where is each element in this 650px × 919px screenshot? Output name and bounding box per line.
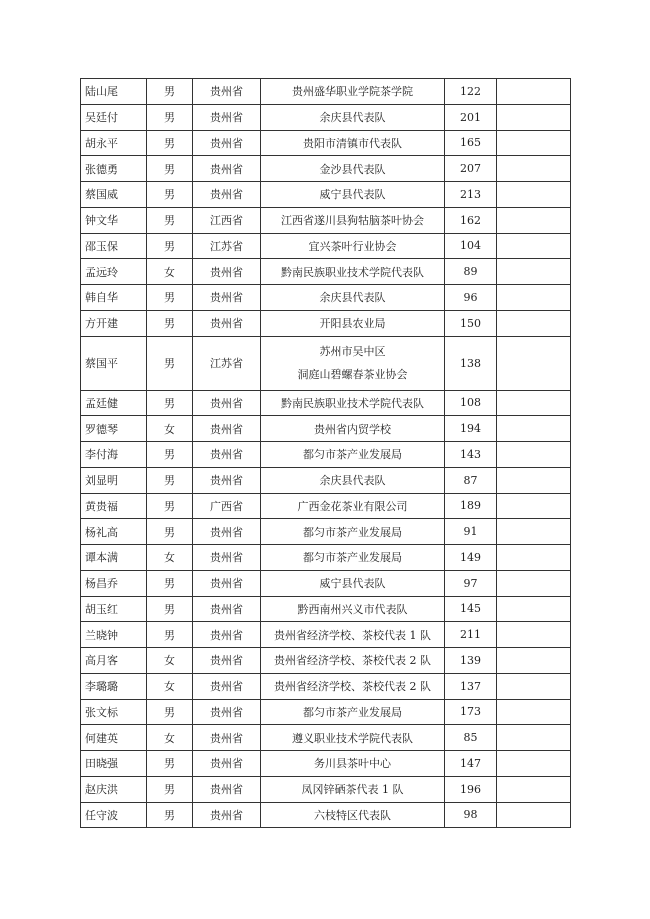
cell-remark [497, 182, 571, 208]
cell-score: 98 [445, 802, 497, 828]
cell-province: 贵州省 [193, 259, 261, 285]
cell-sex: 女 [147, 545, 193, 571]
cell-name: 方开建 [81, 310, 147, 336]
cell-unit: 黔南民族职业技术学院代表队 [261, 259, 445, 285]
cell-sex: 男 [147, 79, 193, 105]
cell-province: 贵州省 [193, 802, 261, 828]
cell-province: 贵州省 [193, 725, 261, 751]
cell-sex: 女 [147, 416, 193, 442]
cell-remark [497, 467, 571, 493]
cell-name: 谭本满 [81, 545, 147, 571]
cell-name: 孟廷健 [81, 390, 147, 416]
cell-name: 邵玉保 [81, 233, 147, 259]
cell-remark [497, 416, 571, 442]
cell-remark [497, 79, 571, 105]
cell-sex: 女 [147, 725, 193, 751]
cell-score: 147 [445, 751, 497, 777]
cell-name: 高月客 [81, 648, 147, 674]
cell-province: 贵州省 [193, 467, 261, 493]
cell-remark [497, 207, 571, 233]
table-row [81, 156, 571, 182]
cell-unit [261, 336, 445, 390]
cell-unit: 江西省遂川县狗牯脑茶叶协会 [261, 207, 445, 233]
table-row [81, 570, 571, 596]
cell-province: 贵州省 [193, 776, 261, 802]
cell-sex: 女 [147, 259, 193, 285]
table-row [81, 725, 571, 751]
cell-sex: 男 [147, 336, 193, 390]
cell-unit: 广西金花茶业有限公司 [261, 493, 445, 519]
cell-province: 贵州省 [193, 182, 261, 208]
table-row [81, 648, 571, 674]
roster-body [81, 79, 571, 828]
cell-province: 贵州省 [193, 751, 261, 777]
cell-sex: 男 [147, 104, 193, 130]
cell-name: 任守波 [81, 802, 147, 828]
cell-province: 贵州省 [193, 519, 261, 545]
cell-remark [497, 699, 571, 725]
table-row [81, 442, 571, 468]
table-row [81, 310, 571, 336]
cell-unit: 遵义职业技术学院代表队 [261, 725, 445, 751]
cell-remark [497, 596, 571, 622]
cell-unit: 贵州省经济学校、茶校代表 2 队 [261, 673, 445, 699]
cell-unit: 贵州盛华职业学院茶学院 [261, 79, 445, 105]
cell-sex: 男 [147, 310, 193, 336]
cell-remark [497, 336, 571, 390]
cell-score: 138 [445, 336, 497, 390]
cell-remark [497, 751, 571, 777]
cell-sex: 男 [147, 802, 193, 828]
cell-unit: 都匀市茶产业发展局 [261, 699, 445, 725]
cell-unit: 贵阳市清镇市代表队 [261, 130, 445, 156]
cell-sex: 男 [147, 182, 193, 208]
table-row [81, 545, 571, 571]
cell-unit: 余庆县代表队 [261, 467, 445, 493]
cell-name: 胡玉红 [81, 596, 147, 622]
cell-remark [497, 442, 571, 468]
cell-remark [497, 648, 571, 674]
table-row [81, 776, 571, 802]
cell-sex: 男 [147, 207, 193, 233]
table-row [81, 207, 571, 233]
cell-name: 杨昌乔 [81, 570, 147, 596]
cell-sex: 男 [147, 622, 193, 648]
cell-name: 韩自华 [81, 285, 147, 311]
cell-score: 143 [445, 442, 497, 468]
cell-name: 胡永平 [81, 130, 147, 156]
cell-score: 145 [445, 596, 497, 622]
cell-province: 贵州省 [193, 545, 261, 571]
cell-sex: 女 [147, 648, 193, 674]
cell-unit: 务川县茶叶中心 [261, 751, 445, 777]
cell-unit: 威宁县代表队 [261, 570, 445, 596]
table-row [81, 130, 571, 156]
cell-remark [497, 622, 571, 648]
table-row [81, 259, 571, 285]
cell-remark [497, 802, 571, 828]
cell-score: 87 [445, 467, 497, 493]
cell-province: 江西省 [193, 207, 261, 233]
cell-score: 194 [445, 416, 497, 442]
cell-province: 广西省 [193, 493, 261, 519]
cell-score: 97 [445, 570, 497, 596]
cell-remark [497, 570, 571, 596]
table-row [81, 699, 571, 725]
cell-unit: 黔南民族职业技术学院代表队 [261, 390, 445, 416]
cell-unit: 都匀市茶产业发展局 [261, 519, 445, 545]
cell-remark [497, 285, 571, 311]
cell-province: 贵州省 [193, 622, 261, 648]
cell-sex: 男 [147, 130, 193, 156]
cell-unit: 金沙县代表队 [261, 156, 445, 182]
cell-name: 孟远玲 [81, 259, 147, 285]
cell-name: 杨礼高 [81, 519, 147, 545]
cell-name: 张文标 [81, 699, 147, 725]
cell-score: 137 [445, 673, 497, 699]
table-row [81, 519, 571, 545]
table-row [81, 104, 571, 130]
cell-name: 李付海 [81, 442, 147, 468]
cell-name: 何建英 [81, 725, 147, 751]
cell-remark [497, 776, 571, 802]
cell-name: 陆山尾 [81, 79, 147, 105]
cell-unit: 贵州省经济学校、茶校代表 2 队 [261, 648, 445, 674]
cell-unit: 余庆县代表队 [261, 104, 445, 130]
cell-province: 贵州省 [193, 596, 261, 622]
cell-province: 贵州省 [193, 104, 261, 130]
cell-name: 黄贵福 [81, 493, 147, 519]
cell-score: 104 [445, 233, 497, 259]
cell-sex: 男 [147, 442, 193, 468]
cell-score: 96 [445, 285, 497, 311]
cell-name: 刘显明 [81, 467, 147, 493]
cell-sex: 男 [147, 776, 193, 802]
cell-remark [497, 156, 571, 182]
cell-name: 李璐璐 [81, 673, 147, 699]
cell-remark [497, 545, 571, 571]
table-row [81, 596, 571, 622]
cell-score: 165 [445, 130, 497, 156]
cell-province: 贵州省 [193, 79, 261, 105]
cell-unit: 宜兴茶叶行业协会 [261, 233, 445, 259]
cell-name: 罗德琴 [81, 416, 147, 442]
cell-remark [497, 493, 571, 519]
cell-score: 211 [445, 622, 497, 648]
table-row [81, 285, 571, 311]
cell-remark [497, 725, 571, 751]
cell-province: 江苏省 [193, 336, 261, 390]
cell-province: 贵州省 [193, 648, 261, 674]
cell-score: 201 [445, 104, 497, 130]
cell-unit: 开阳县农业局 [261, 310, 445, 336]
table-row [81, 673, 571, 699]
cell-unit: 贵州省经济学校、茶校代表 1 队 [261, 622, 445, 648]
table-row [81, 79, 571, 105]
cell-remark [497, 310, 571, 336]
table-row [81, 336, 571, 390]
cell-score: 189 [445, 493, 497, 519]
cell-remark [497, 259, 571, 285]
cell-province: 贵州省 [193, 570, 261, 596]
cell-sex: 男 [147, 390, 193, 416]
cell-sex: 男 [147, 285, 193, 311]
cell-score: 149 [445, 545, 497, 571]
cell-name: 吴廷付 [81, 104, 147, 130]
cell-remark [497, 104, 571, 130]
cell-unit-line-1: 苏州市吴中区 [319, 345, 386, 358]
cell-province: 贵州省 [193, 285, 261, 311]
cell-name: 赵庆洪 [81, 776, 147, 802]
cell-name: 田晓强 [81, 751, 147, 777]
cell-name: 兰晓钟 [81, 622, 147, 648]
table-row [81, 622, 571, 648]
table-row [81, 802, 571, 828]
cell-score: 139 [445, 648, 497, 674]
cell-sex: 女 [147, 673, 193, 699]
cell-score: 150 [445, 310, 497, 336]
cell-sex: 男 [147, 699, 193, 725]
table-row [81, 390, 571, 416]
cell-sex: 男 [147, 596, 193, 622]
cell-remark [497, 519, 571, 545]
cell-province: 贵州省 [193, 673, 261, 699]
cell-sex: 男 [147, 156, 193, 182]
cell-score: 91 [445, 519, 497, 545]
cell-score: 173 [445, 699, 497, 725]
cell-remark [497, 390, 571, 416]
cell-sex: 男 [147, 493, 193, 519]
cell-name: 蔡国平 [81, 336, 147, 390]
cell-remark [497, 673, 571, 699]
cell-sex: 男 [147, 233, 193, 259]
cell-unit-line-2: 洞庭山碧螺春茶业协会 [297, 368, 408, 381]
cell-province: 贵州省 [193, 310, 261, 336]
cell-score: 207 [445, 156, 497, 182]
cell-unit: 贵州省内贸学校 [261, 416, 445, 442]
cell-unit: 都匀市茶产业发展局 [261, 545, 445, 571]
roster-table [80, 78, 571, 828]
cell-score: 122 [445, 79, 497, 105]
cell-remark [497, 233, 571, 259]
cell-score: 213 [445, 182, 497, 208]
table-row [81, 233, 571, 259]
cell-name: 蔡国威 [81, 182, 147, 208]
cell-province: 贵州省 [193, 390, 261, 416]
cell-province: 贵州省 [193, 130, 261, 156]
cell-province: 贵州省 [193, 416, 261, 442]
cell-sex: 男 [147, 519, 193, 545]
cell-sex: 男 [147, 570, 193, 596]
table-row [81, 751, 571, 777]
cell-remark [497, 130, 571, 156]
cell-province: 江苏省 [193, 233, 261, 259]
cell-unit: 都匀市茶产业发展局 [261, 442, 445, 468]
cell-unit: 余庆县代表队 [261, 285, 445, 311]
cell-sex: 男 [147, 467, 193, 493]
cell-name: 张德勇 [81, 156, 147, 182]
table-row [81, 416, 571, 442]
cell-score: 196 [445, 776, 497, 802]
cell-province: 贵州省 [193, 156, 261, 182]
cell-unit: 威宁县代表队 [261, 182, 445, 208]
cell-unit: 凤冈锌硒茶代表 1 队 [261, 776, 445, 802]
cell-province: 贵州省 [193, 699, 261, 725]
table-row [81, 467, 571, 493]
cell-sex: 男 [147, 751, 193, 777]
cell-name: 钟文华 [81, 207, 147, 233]
cell-unit: 六枝特区代表队 [261, 802, 445, 828]
cell-province: 贵州省 [193, 442, 261, 468]
cell-score: 108 [445, 390, 497, 416]
cell-score: 89 [445, 259, 497, 285]
cell-score: 85 [445, 725, 497, 751]
cell-score: 162 [445, 207, 497, 233]
cell-unit: 黔西南州兴义市代表队 [261, 596, 445, 622]
table-row [81, 493, 571, 519]
table-row [81, 182, 571, 208]
